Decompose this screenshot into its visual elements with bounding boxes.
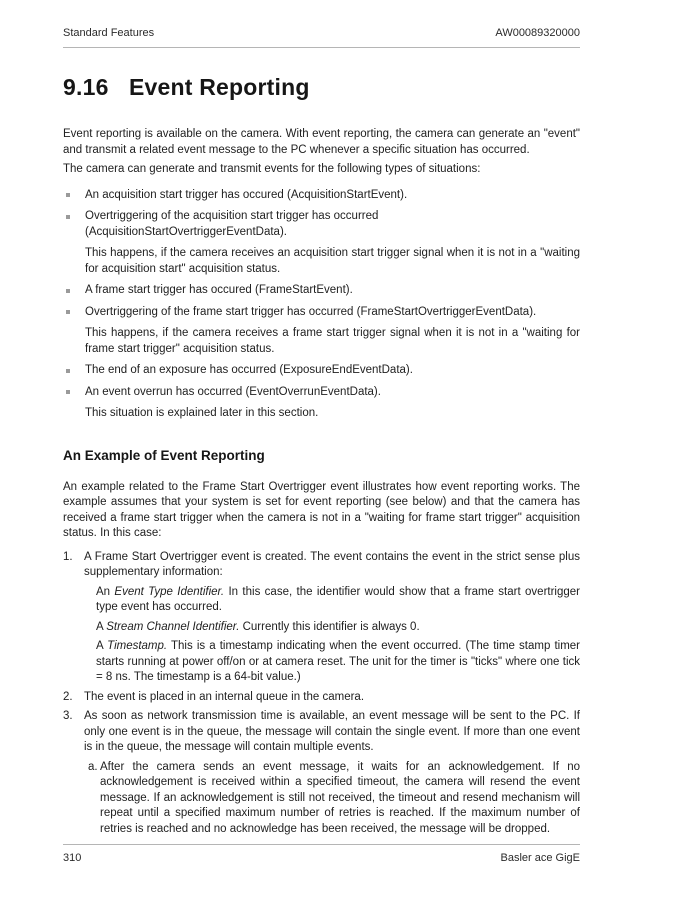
step-body (84, 550, 580, 686)
page-footer (63, 844, 580, 864)
bullet-note: This situation is explained later in this section. (85, 407, 319, 419)
substep-letter: a. (88, 760, 98, 773)
bullet-text: An acquisition start trigger has occured (AcquisitionStartEvent). (85, 188, 408, 201)
step-detail (96, 585, 580, 616)
list-item (63, 283, 580, 299)
bullet-text: Overtriggering of the acquisition start trigger has occurred (AcquisitionStartOvertriggerEventData). (85, 210, 379, 238)
step-body (84, 690, 580, 706)
detail-lead: A (96, 640, 108, 652)
detail-rest: This is a timestamp indicating when the event occurred. (The time stamp timer starts running at power off/on or at camera reset. The unit for the timer is "ticks" where one tick = 8 ns. The timestamp is a 64-bit value.) (96, 640, 580, 683)
bullet-square-icon (66, 193, 70, 197)
header-left-text: Standard Features (63, 27, 155, 39)
step-body (84, 709, 580, 837)
step-item (63, 709, 580, 837)
intro-paragraph-2: The camera can generate and transmit events for the following types of situations: (63, 163, 481, 175)
page-header (63, 0, 580, 48)
list-item (63, 385, 580, 401)
header-right-doc-number: AW00089320000 (495, 27, 580, 39)
section-title-text: Event Reporting (129, 74, 310, 100)
list-item (63, 188, 580, 204)
bullet-square-icon (66, 310, 70, 314)
detail-term: Stream Channel Identifier. (106, 620, 240, 633)
bullet-text: The end of an exposure has occurred (ExposureEndEventData). (85, 364, 413, 376)
footer-page-number: 310 (63, 852, 82, 864)
bullet-note: This happens, if the camera receives an acquisition start trigger signal when it is not in a "waiting for acquisition start" acquisition status. (85, 247, 580, 275)
step-text: The event is placed in an internal queue in the camera. (84, 690, 365, 703)
list-item (63, 363, 580, 379)
detail-term: Event Type Identifier. (114, 585, 225, 598)
step-detail (96, 639, 580, 686)
step-text: A Frame Start Overtrigger event is created. The event contains the event in the strict sense plus supplementary information: (84, 550, 580, 578)
detail-rest: In this case, the identifier would show that a frame start overtrigger type event has occurred. (96, 585, 580, 613)
situation-bullet-list (63, 188, 580, 422)
bullet-square-icon (66, 215, 70, 219)
section-number: 9.16 (63, 74, 109, 100)
detail-lead: An (96, 585, 115, 598)
bullet-square-icon (66, 390, 70, 394)
section-title (63, 74, 580, 100)
subsection-title: An Example of Event Reporting (63, 447, 265, 463)
detail-rest: Currently this identifier is always 0. (239, 620, 420, 633)
step-number: 2. (63, 690, 73, 703)
bullet-text: An event overrun has occurred (EventOverrunEventData). (85, 385, 381, 398)
page-content (63, 48, 580, 841)
detail-lead: A (96, 620, 107, 633)
intro-paragraph-1: Event reporting is available on the camera. With event reporting, the camera can generate an "event" and transmit a related event message to the PC whenever a specific situation has occurred. (63, 128, 580, 156)
detail-term: Timestamp. (107, 640, 168, 652)
substep-text: After the camera sends an event message, it waits for an acknowledgement. If no acknowledgement is received within a specified timeout, the camera will resend the event message. If an acknowledgement is still not received, the timeout and resend mechanism will repeat until a specified maximum number of retries is reached. If the maximum number of retries is reached and no acknowledge has been received, the message will be dropped. (100, 760, 580, 835)
substep-item (88, 760, 580, 838)
step-number: 1. (63, 550, 73, 563)
bullet-text: Overtriggering of the frame start trigger has occurred (FrameStartOvertriggerEventData). (85, 305, 537, 318)
bullet-text: A frame start trigger has occured (FrameStartEvent). (85, 284, 353, 296)
list-item (63, 305, 580, 321)
step-item (63, 690, 580, 706)
bullet-square-icon (66, 289, 70, 293)
subsection-intro-paragraph: An example related to the Frame Start Overtrigger event illustrates how event reporting works. The example assumes that your system is set for event reporting (see below) and that the camera has received a frame start trigger when the camera is not in a "waiting for frame start trigger" acquisition status. In this case: (63, 480, 580, 539)
bullet-note: This happens, if the camera receives a frame start trigger signal when it is not in a "waiting for frame start trigger" acquisition status. (85, 327, 580, 355)
step-item (63, 550, 580, 686)
step-detail (96, 620, 580, 636)
footer-product-name: Basler ace GigE (500, 852, 580, 864)
list-item (63, 209, 580, 240)
bullet-square-icon (66, 369, 70, 373)
numbered-step-list (63, 550, 580, 838)
step-number: 3. (63, 710, 73, 722)
step-text: As soon as network transmission time is available, an event message will be sent to the PC. If only one event is in the queue, the message will contain the single event. If more than one event is in the queue, the message will contain multiple events. (84, 710, 580, 753)
